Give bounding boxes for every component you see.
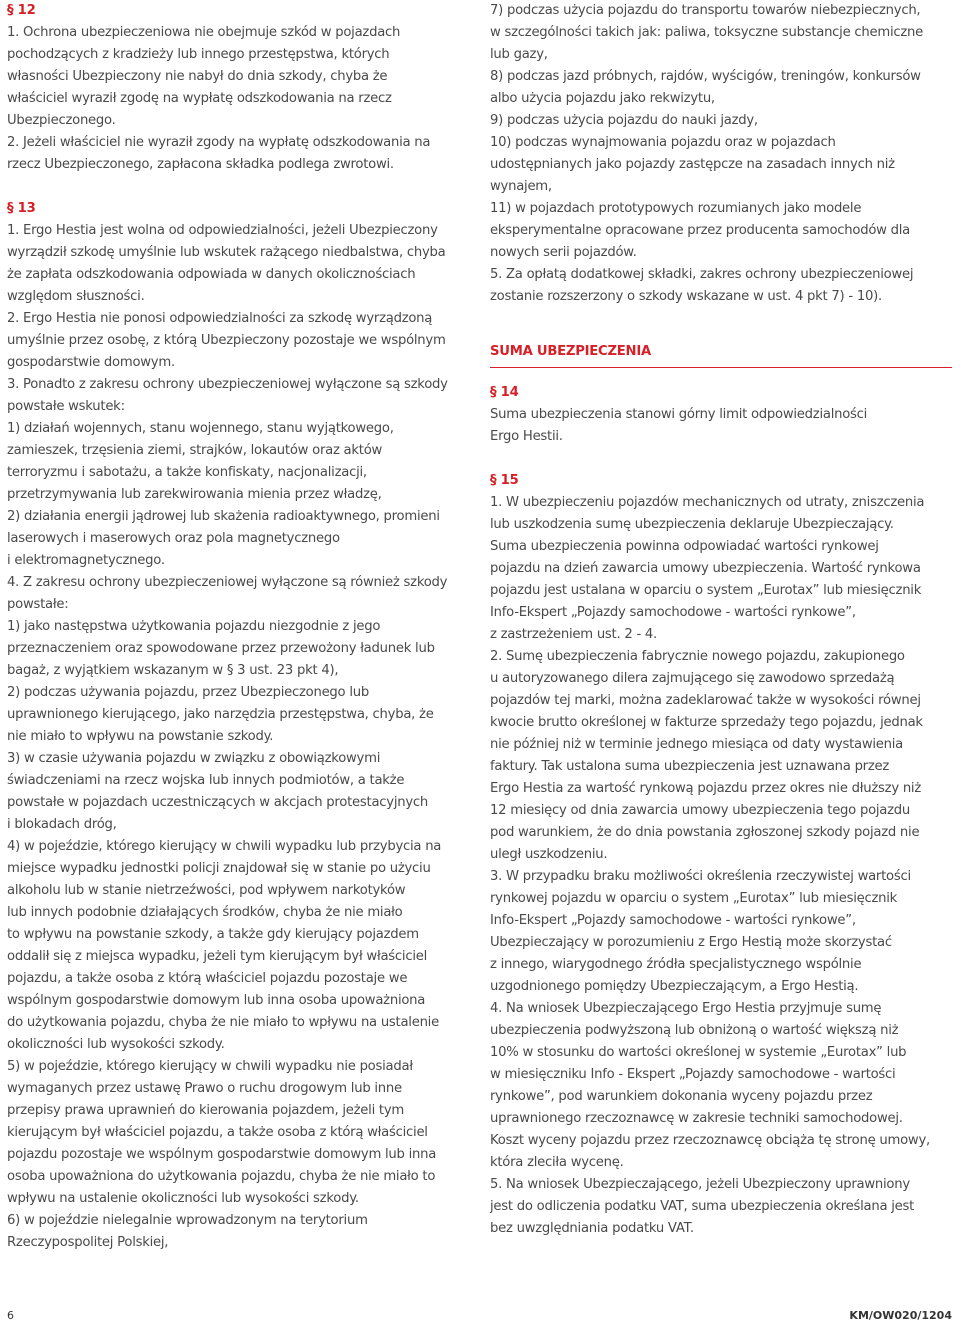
- text-line: alkoholu lub w stanie nietrzeźwości, pod wpływem narkotyków: [7, 883, 406, 898]
- text-line: powstałe:: [7, 597, 69, 612]
- text-line: z innego, wiarygodnego źródła specjalistycznego wspólnie: [490, 957, 862, 972]
- text-line: umyślnie przez osobę, z którą Ubezpieczony pozostaje we wspólnym: [7, 333, 446, 348]
- text-line: że zapłata odszkodowania odpowiada w danych okolicznościach: [7, 267, 416, 282]
- text-line: 7) podczas użycia pojazdu do transportu towarów niebezpiecznych,: [490, 3, 921, 18]
- text-line: Suma ubezpieczenia powinna odpowiadać wartości rynkowej: [490, 539, 879, 554]
- text-line: która zleciła wycenę.: [490, 1155, 624, 1170]
- text-line: przeznaczeniem oraz spowodowane przez przewożony ładunek lub: [7, 641, 435, 656]
- text-line: 3. W przypadku braku możliwości określenia rzeczywistej wartości: [490, 869, 911, 884]
- text-line: uległ uszkodzeniu.: [490, 847, 608, 862]
- text-line: u autoryzowanego dilera zajmującego się zawodowo sprzedażą: [490, 671, 895, 686]
- text-line: laserowych i maserowych oraz pola magnetycznego: [7, 531, 340, 546]
- text-line: 1) działań wojennych, stanu wojennego, stanu wyjątkowego,: [7, 421, 394, 436]
- section-12-body: [7, 22, 469, 176]
- text-line: 10% w stosunku do wartości określonej w systemie „Eurotax” lub: [490, 1045, 907, 1060]
- text-line: ubezpieczenia podwyższoną lub obniżoną o wartość większą niż: [490, 1023, 899, 1038]
- text-line: lub uszkodzenia sumę ubezpieczenia deklaruje Ubezpieczający.: [490, 517, 894, 532]
- text-line: okoliczności lub wysokości szkody.: [7, 1037, 225, 1052]
- text-line: zamieszek, trzęsienia ziemi, strajków, lokautów oraz aktów: [7, 443, 383, 458]
- text-line: 5) w pojeździe, którego kierujący w chwili wypadku nie posiadał: [7, 1059, 413, 1074]
- section-13-body: [7, 220, 469, 1254]
- text-line: udostępnianych jako pojazdy zastępcze na zasadach innych niż: [490, 157, 895, 172]
- section-13-continuation: [490, 0, 955, 308]
- text-line: Info-Ekspert „Pojazdy samochodowe - wartości rynkowe”,: [490, 913, 856, 928]
- text-line: zostanie rozszerzony o szkody wskazane w ust. 4 pkt 7) - 10).: [490, 289, 882, 304]
- text-line: powstałe wskutek:: [7, 399, 125, 414]
- text-line: 2. Sumę ubezpieczenia fabrycznie nowego pojazdu, zakupionego: [490, 649, 905, 664]
- text-line: z zastrzeżeniem ust. 2 - 4.: [490, 627, 657, 642]
- text-line: 3. Ponadto z zakresu ochrony ubezpieczeniowej wyłączone są szkody: [7, 377, 448, 392]
- text-line: 4. Na wniosek Ubezpieczającego Ergo Hestia przyjmuje sumę: [490, 1001, 882, 1016]
- text-line: 6) w pojeździe nielegalnie wprowadzonym na terytorium: [7, 1213, 368, 1228]
- text-line: Rzeczypospolitej Polskiej,: [7, 1235, 169, 1250]
- text-line: bez uwzględniania podatku VAT.: [490, 1221, 694, 1236]
- text-line: rynkowe”, pod warunkiem dokonania wyceny pojazdu przez: [490, 1089, 873, 1104]
- text-line: Ubezpieczonego.: [7, 113, 116, 128]
- text-line: Info-Ekspert „Pojazdy samochodowe - wartości rynkowe”,: [490, 605, 856, 620]
- text-line: pochodzących z kradzieży lub innego przestępstwa, których: [7, 47, 390, 62]
- left-column: [7, 0, 469, 1254]
- text-line: wynajem,: [490, 179, 552, 194]
- text-line: gospodarstwie domowym.: [7, 355, 175, 370]
- text-line: 2) podczas używania pojazdu, przez Ubezpieczonego lub: [7, 685, 369, 700]
- text-line: kwocie brutto określonej w fakturze sprzedaży tego pojazdu, jednak: [490, 715, 923, 730]
- text-line: 2. Ergo Hestia nie ponosi odpowiedzialności za szkodę wyrządzoną: [7, 311, 433, 326]
- text-line: uprawnionego kierującego, jako narzędzia przestępstwa, chyba, że: [7, 707, 434, 722]
- text-line: jest do odliczenia podatku VAT, suma ubezpieczenia określana jest: [490, 1199, 915, 1214]
- text-line: faktury. Tak ustalona suma ubezpieczenia jest uznawana przez: [490, 759, 890, 774]
- text-line: uzgodnionego pomiędzy Ubezpieczającym, a Ergo Hestią.: [490, 979, 859, 994]
- text-line: względom słuszności.: [7, 289, 145, 304]
- text-line: wymaganych przez ustawę Prawo o ruchu drogowym lub inne: [7, 1081, 402, 1096]
- section-15-body: [490, 492, 955, 1240]
- text-line: pod warunkiem, że do dnia powstania zgłoszonej szkody pojazd nie: [490, 825, 920, 840]
- text-line: oddalił się z miejsca wypadku, jeżeli tym kierującym był właściciel: [7, 949, 428, 964]
- text-line: lub gazy,: [490, 47, 548, 62]
- text-line: nie miało to wpływu na powstanie szkody.: [7, 729, 274, 744]
- text-line: w szczególności takich jak: paliwa, toksyczne substancje chemiczne: [490, 25, 924, 40]
- text-line: przetrzymywania lub zarekwirowania mienia przez władzę,: [7, 487, 382, 502]
- text-line: i blokadach dróg,: [7, 817, 117, 832]
- text-line: Ergo Hestia za wartość rynkową pojazdu przez okres nie dłuższy niż: [490, 781, 922, 796]
- text-line: 2. Jeżeli właściciel nie wyraził zgody na wypłatę odszkodowania na: [7, 135, 431, 150]
- text-line: do użytkowania pojazdu, chyba że nie miało to wpływu na ustalenie: [7, 1015, 439, 1030]
- document-code: KM/OW020/1204: [849, 1309, 952, 1322]
- text-line: 5. Na wniosek Ubezpieczającego, jeżeli Ubezpieczony uprawniony: [490, 1177, 910, 1192]
- text-line: 1. Ochrona ubezpieczeniowa nie obejmuje szkód w pojazdach: [7, 25, 401, 40]
- text-line: albo użycia pojazdu jako rekwizytu,: [490, 91, 715, 106]
- text-line: powstałe w pojazdach uczestniczących w akcjach protestacyjnych: [7, 795, 429, 810]
- text-line: 3) w czasie używania pojazdu w związku z obowiązkowymi: [7, 751, 381, 766]
- text-line: wpływu na ustalenie okoliczności lub wysokości szkody.: [7, 1191, 359, 1206]
- text-line: Koszt wyceny pojazdu przez rzeczoznawcę obciąża tę stronę umowy,: [490, 1133, 930, 1148]
- text-line: 2) działania energii jądrowej lub skażenia radioaktywnego, promieni: [7, 509, 440, 524]
- text-line: wspólnym gospodarstwie domowym lub inna osoba upoważniona: [7, 993, 426, 1008]
- text-line: eksperymentalne opracowane przez producenta samochodów dla: [490, 223, 911, 238]
- text-line: własności Ubezpieczony nie nabył do dnia szkody, chyba że: [7, 69, 388, 84]
- text-line: pojazdu jest ustalana w oparciu o system „Eurotax” lub miesięcznik: [490, 583, 922, 598]
- text-line: pojazdów tej marki, można zadeklarować także w wysokości równej: [490, 693, 921, 708]
- text-line: pojazdu na dzień zawarcia umowy ubezpieczenia. Wartość rynkowa: [490, 561, 921, 576]
- section-15-heading: § 15: [490, 473, 519, 488]
- section-14-body: [490, 404, 955, 448]
- section-13-heading: § 13: [7, 201, 36, 216]
- text-line: świadczeniami na rzecz wojska lub innych podmiotów, a także: [7, 773, 405, 788]
- section-12-heading: § 12: [7, 3, 36, 18]
- text-line: wyrządził szkodę umyślnie lub wskutek rażącego niedbalstwa, chyba: [7, 245, 446, 260]
- suma-ubezpieczenia-heading: SUMA UBEZPIECZENIA: [490, 344, 651, 359]
- text-line: 5. Za opłatą dodatkowej składki, zakres ochrony ubezpieczeniowej: [490, 267, 914, 282]
- text-line: nowych serii pojazdów.: [490, 245, 637, 260]
- text-line: to wpływu na powstanie szkody, a także gdy kierujący pojazdem: [7, 927, 419, 942]
- text-line: rynkowej pojazdu w oparciu o system „Eurotax” lub miesięcznik: [490, 891, 898, 906]
- text-line: lub innych podobnie działających środków, chyba że nie miało: [7, 905, 403, 920]
- text-line: 4. Z zakresu ochrony ubezpieczeniowej wyłączone są również szkody: [7, 575, 448, 590]
- text-line: właściciel wyraził zgodę na wypłatę odszkodowania na rzecz: [7, 91, 392, 106]
- text-line: 11) w pojazdach prototypowych rozumianych jako modele: [490, 201, 862, 216]
- text-line: pojazdu pozostaje we wspólnym gospodarstwie domowym lub inna: [7, 1147, 437, 1162]
- text-line: pojazdu, a także osoba z którą właściciel pojazdu pozostaje we: [7, 971, 408, 986]
- text-line: nie później niż w terminie jednego miesiąca od daty wystawienia: [490, 737, 903, 752]
- text-line: 1. Ergo Hestia jest wolna od odpowiedzialności, jeżeli Ubezpieczony: [7, 223, 438, 238]
- text-line: rzecz Ubezpieczonego, zapłacona składka podlega zwrotowi.: [7, 157, 394, 172]
- text-line: 9) podczas użycia pojazdu do nauki jazdy,: [490, 113, 758, 128]
- text-line: 4) w pojeździe, którego kierujący w chwili wypadku lub przybycia na: [7, 839, 442, 854]
- section-14-heading: § 14: [490, 385, 519, 400]
- text-line: w miesięczniku Info - Ekspert „Pojazdy samochodowe - wartości: [490, 1067, 896, 1082]
- text-line: kierującym był właściciel pojazdu, a także osoba z którą właściciel: [7, 1125, 428, 1140]
- text-line: 8) podczas jazd próbnych, rajdów, wyścigów, treningów, konkursów: [490, 69, 921, 84]
- text-line: osoba upoważniona do użytkowania pojazdu, chyba że nie miało to: [7, 1169, 436, 1184]
- text-line: przepisy prawa uprawnień do kierowania pojazdem, jeżeli tym: [7, 1103, 404, 1118]
- text-line: 1) jako następstwa użytkowania pojazdu niezgodnie z jego: [7, 619, 381, 634]
- text-line: Ergo Hestii.: [490, 429, 563, 444]
- text-line: Suma ubezpieczenia stanowi górny limit odpowiedzialności: [490, 407, 868, 422]
- text-line: miejsce wypadku jednostki policji znajdował się w stanie po użyciu: [7, 861, 431, 876]
- page-number: 6: [7, 1309, 14, 1322]
- text-line: i elektromagnetycznego.: [7, 553, 165, 568]
- text-line: 10) podczas wynajmowania pojazdu oraz w pojazdach: [490, 135, 836, 150]
- text-line: 12 miesięcy od dnia zawarcia umowy ubezpieczenia tego pojazdu: [490, 803, 911, 818]
- text-line: bagaż, z wyjątkiem wskazanym w § 3 ust. 23 pkt 4),: [7, 663, 339, 678]
- text-line: Ubezpieczający w porozumieniu z Ergo Hestią może skorzystać: [490, 935, 892, 950]
- text-line: uprawnionego rzeczoznawcę w zakresie techniki samochodowej.: [490, 1111, 903, 1126]
- right-column: [490, 0, 955, 1240]
- text-line: terroryzmu i sabotażu, a także konfiskaty, nacjonalizacji,: [7, 465, 367, 480]
- text-line: 1. W ubezpieczeniu pojazdów mechanicznych od utraty, zniszczenia: [490, 495, 925, 510]
- section-divider: [490, 367, 952, 368]
